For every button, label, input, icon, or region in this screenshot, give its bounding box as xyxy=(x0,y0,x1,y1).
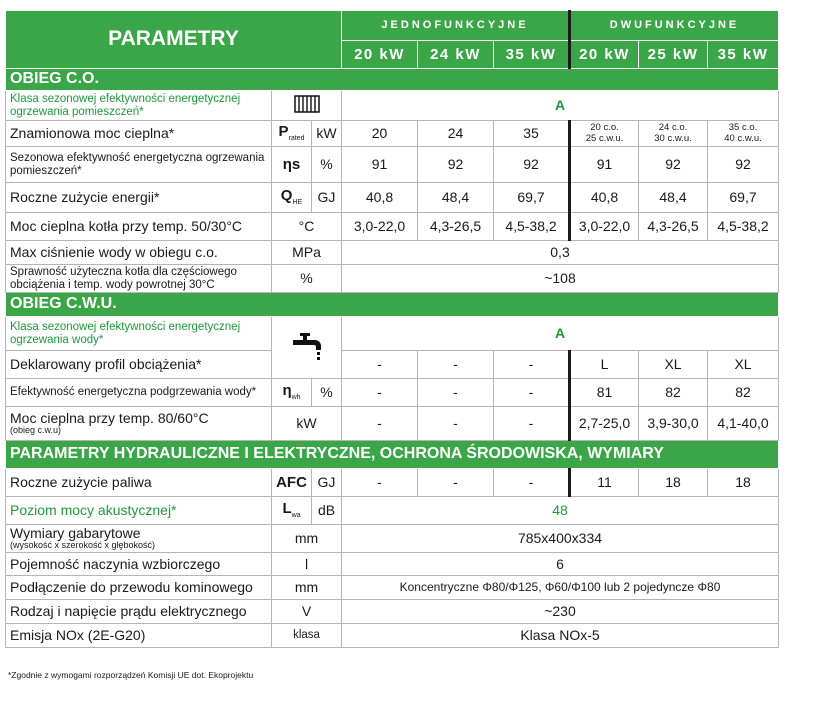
cell-value: 40,8 xyxy=(570,183,639,213)
col-header-kw: 20 kW xyxy=(570,41,639,69)
cell-value: 48,4 xyxy=(418,183,494,213)
cell-value: 4,1-40,0 xyxy=(708,407,779,441)
row-label: Sprawność użyteczna kotła dla częściowego obciążenia i temp. wody powrotnej 30°C xyxy=(6,265,272,293)
radiator-icon xyxy=(272,91,342,121)
cell-value: ~108 xyxy=(342,265,779,293)
section-title-co: OBIEG C.O. xyxy=(6,69,779,91)
section-title-hydraulic: PARAMETRY HYDRAULICZNE I ELEKTRYCZNE, OCHRONA ŚRODOWISKA, WYMIARY xyxy=(6,441,779,469)
cell-value: - xyxy=(418,351,494,379)
cell-value: 24 c.o. 30 c.w.u. xyxy=(639,121,708,147)
row-label: Znamionowa moc cieplna* xyxy=(6,121,272,147)
cell-value: - xyxy=(418,407,494,441)
group-dual-function: DWUFUNKCYJNE xyxy=(570,11,779,41)
row-label: Roczne zużycie paliwa xyxy=(6,469,272,497)
cell-value: 785x400x334 xyxy=(342,525,779,553)
col-header-kw: 35 kW xyxy=(708,41,779,69)
cell-value: 20 c.o. 25 c.w.u. xyxy=(570,121,639,147)
footnote: *Zgodnie z wymogami rozporządzeń Komisji UE dot. Ekoprojektu xyxy=(8,670,254,680)
cell-value: Klasa NOx-5 xyxy=(342,624,779,648)
cell-value: 48,4 xyxy=(639,183,708,213)
cell-value: 81 xyxy=(570,379,639,407)
col-header-kw: 25 kW xyxy=(639,41,708,69)
cell-value: 92 xyxy=(494,147,570,183)
cell-value: L xyxy=(570,351,639,379)
group-single-function: JEDNOFUNKCYJNE xyxy=(342,11,570,41)
cell-value: - xyxy=(494,351,570,379)
energy-class-value: A xyxy=(342,91,779,121)
symbol: ηs xyxy=(272,147,312,183)
row-label: Klasa sezonowej efektywności energetycznej ogrzewania wody* xyxy=(6,317,272,351)
unit: % xyxy=(312,379,342,407)
unit: °C xyxy=(272,213,342,241)
cell-value: - xyxy=(494,379,570,407)
symbol: $\eta_{wh}$ xyxy=(272,379,312,407)
col-header-kw: 20 kW xyxy=(342,41,418,69)
cell-value: 18 xyxy=(708,469,779,497)
cell-value: - xyxy=(342,407,418,441)
unit: dB xyxy=(312,497,342,525)
cell-value: 6 xyxy=(342,553,779,576)
unit: % xyxy=(272,265,342,293)
cell-value: 3,0-22,0 xyxy=(342,213,418,241)
unit: GJ xyxy=(312,469,342,497)
cell-value: 4,3-26,5 xyxy=(639,213,708,241)
cell-value: 35 xyxy=(494,121,570,147)
cell-value: 4,3-26,5 xyxy=(418,213,494,241)
cell-value: - xyxy=(418,469,494,497)
unit: mm xyxy=(272,576,342,600)
cell-value: - xyxy=(494,469,570,497)
cell-value: 69,7 xyxy=(708,183,779,213)
cell-value: Koncentryczne Φ80/Φ125, Φ60/Φ100 lub 2 pojedyncze Φ80 xyxy=(342,576,779,600)
row-label: Efektywność energetyczna podgrzewania wody* xyxy=(6,379,272,407)
cell-value: ~230 xyxy=(342,600,779,624)
cell-value: 3,0-22,0 xyxy=(570,213,639,241)
cell-value: 92 xyxy=(708,147,779,183)
row-label: Emisja NOx (2E-G20) xyxy=(6,624,272,648)
row-label: Rodzaj i napięcie prądu elektrycznego xyxy=(6,600,272,624)
cell-value: 4,5-38,2 xyxy=(708,213,779,241)
cell-value: 3,9-30,0 xyxy=(639,407,708,441)
cell-value: - xyxy=(342,351,418,379)
cell-value: 92 xyxy=(418,147,494,183)
row-label: Klasa sezonowej efektywności energetycznej ogrzewania pomieszczeń* xyxy=(6,91,272,121)
symbol: $L_{wa}$ xyxy=(272,497,312,525)
cell-value: 11 xyxy=(570,469,639,497)
unit: V xyxy=(272,600,342,624)
unit: l xyxy=(272,553,342,576)
cell-value: 35 c.o. 40 c.w.u. xyxy=(708,121,779,147)
row-label: Moc cieplna przy temp. 80/60°C (obieg c.w.u) xyxy=(6,407,272,441)
cell-value: 91 xyxy=(342,147,418,183)
unit: mm xyxy=(272,525,342,553)
cell-value: 91 xyxy=(570,147,639,183)
cell-value: 2,7-25,0 xyxy=(570,407,639,441)
cell-value: 92 xyxy=(639,147,708,183)
row-label: Wymiary gabarytowe (wysokość x szerokość x głębokość) xyxy=(6,525,272,553)
row-label: Sezonowa efektywność energetyczna ogrzewania pomieszczeń* xyxy=(6,147,272,183)
cell-value: - xyxy=(342,379,418,407)
cell-value: 4,5-38,2 xyxy=(494,213,570,241)
row-label: Podłączenie do przewodu kominowego xyxy=(6,576,272,600)
table-title: PARAMETRY xyxy=(6,11,342,69)
cell-value: - xyxy=(494,407,570,441)
row-label: Max ciśnienie wody w obiegu c.o. xyxy=(6,241,272,265)
unit: klasa xyxy=(272,624,342,648)
unit: kW xyxy=(312,121,342,147)
unit: MPa xyxy=(272,241,342,265)
cell-value: 24 xyxy=(418,121,494,147)
parameters-table xyxy=(5,10,779,648)
row-label: Roczne zużycie energii* xyxy=(6,183,272,213)
cell-value: 48 xyxy=(342,497,779,525)
col-header-kw: 24 kW xyxy=(418,41,494,69)
row-label: Poziom mocy akustycznej* xyxy=(6,497,272,525)
section-title-cwu: OBIEG C.W.U. xyxy=(6,293,779,317)
cell-value: XL xyxy=(639,351,708,379)
symbol: $P_{rated}$ xyxy=(272,121,312,147)
cell-value: 0,3 xyxy=(342,241,779,265)
unit: GJ xyxy=(312,183,342,213)
cell-value: XL xyxy=(708,351,779,379)
cell-value: 69,7 xyxy=(494,183,570,213)
faucet-icon xyxy=(272,317,342,379)
col-header-kw: 35 kW xyxy=(494,41,570,69)
cell-value: - xyxy=(418,379,494,407)
cell-value: 18 xyxy=(639,469,708,497)
cell-value: 40,8 xyxy=(342,183,418,213)
cell-value: 82 xyxy=(708,379,779,407)
symbol: $Q_{HE}$ xyxy=(272,183,312,213)
symbol: AFC xyxy=(272,469,312,497)
unit: % xyxy=(312,147,342,183)
row-label: Moc cieplna kotła przy temp. 50/30°C xyxy=(6,213,272,241)
cell-value: 20 xyxy=(342,121,418,147)
row-label: Pojemność naczynia wzbiorczego xyxy=(6,553,272,576)
cell-value: 82 xyxy=(639,379,708,407)
unit: kW xyxy=(272,407,342,441)
cell-value: - xyxy=(342,469,418,497)
energy-class-value: A xyxy=(342,317,779,351)
row-label: Deklarowany profil obciążenia* xyxy=(6,351,272,379)
